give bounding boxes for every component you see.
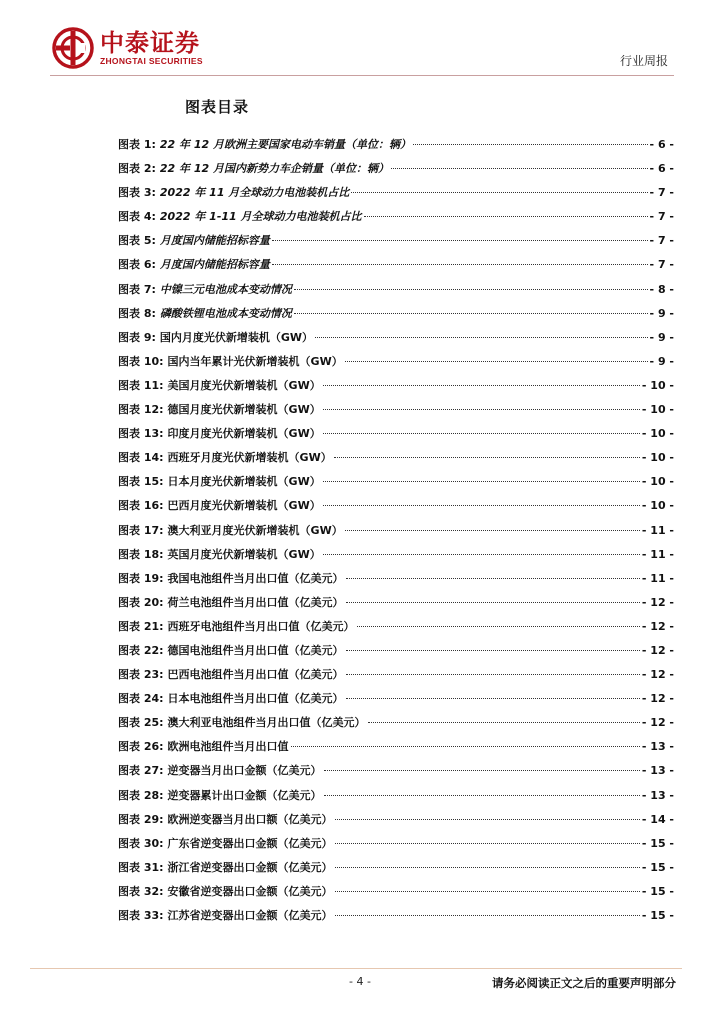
toc-entry[interactable] <box>118 666 674 690</box>
toc-entry-page: - 15 - <box>641 836 674 850</box>
toc-dot-leader <box>368 722 640 723</box>
toc-entry-title: 日本电池组件当月出口值（亿美元） <box>167 692 344 706</box>
toc-entry-title: 德国电池组件当月出口值（亿美元） <box>167 643 344 657</box>
toc-dot-leader <box>335 819 640 820</box>
toc-entry-title: 2022 年 11 月全球动力电池装机占比 <box>159 186 350 200</box>
toc-entry-page: - 10 - <box>641 378 674 392</box>
toc-entry[interactable] <box>118 787 674 811</box>
toc-entry[interactable] <box>118 594 674 618</box>
toc-entry-page: - 10 - <box>641 475 674 489</box>
toc-entry-label: 图表 32: <box>118 884 164 898</box>
toc-entry-label: 图表 13: <box>118 427 164 441</box>
toc-entry[interactable] <box>118 401 674 425</box>
toc-dot-leader <box>346 674 640 675</box>
toc-entry-page: - 13 - <box>641 740 674 754</box>
toc-entry[interactable] <box>118 835 674 859</box>
toc-entry-title: 22 年 12 月国内新势力车企销量（单位：辆） <box>159 162 389 176</box>
toc-entry-label: 图表 28: <box>118 788 164 802</box>
toc-entry-title: 浙江省逆变器出口金额（亿美元） <box>167 860 333 874</box>
toc-entry-label: 图表 6: <box>118 258 156 272</box>
toc-entry-label: 图表 14: <box>118 451 164 465</box>
toc-entry-label: 图表 33: <box>118 909 164 922</box>
toc-entry-label: 图表 18: <box>118 547 164 561</box>
toc-entry-page: - 12 - <box>641 643 674 657</box>
toc-entry[interactable] <box>118 618 674 642</box>
toc-entry-label: 图表 10: <box>118 354 164 368</box>
toc-dot-leader <box>324 795 640 796</box>
toc-entry-title: 英国月度光伏新增装机（GW） <box>167 547 321 561</box>
toc-dot-leader <box>335 867 640 868</box>
toc-entry[interactable] <box>118 329 674 353</box>
toc-entry[interactable] <box>118 184 674 208</box>
toc-dot-leader <box>357 626 640 627</box>
company-logo <box>52 26 222 70</box>
toc-entry[interactable] <box>118 377 674 401</box>
toc-entry-page: - 6 - <box>649 162 674 176</box>
toc-entry-title: 西班牙电池组件当月出口值（亿美元） <box>167 619 355 633</box>
toc-entry-title: 逆变器累计出口金额（亿美元） <box>167 788 322 802</box>
toc-entry-label: 图表 11: <box>118 378 164 392</box>
toc-dot-leader <box>323 409 640 410</box>
toc-entry-title: 欧洲逆变器当月出口额（亿美元） <box>167 812 333 826</box>
toc-entry[interactable] <box>118 907 674 931</box>
toc-dot-leader <box>351 192 647 193</box>
toc-entry[interactable] <box>118 208 674 232</box>
header-divider <box>50 75 674 76</box>
toc-dot-leader <box>335 891 640 892</box>
toc-entry[interactable] <box>118 160 674 184</box>
toc-entry-label: 图表 26: <box>118 740 164 754</box>
toc-dot-leader <box>323 505 640 506</box>
toc-dot-leader <box>323 554 640 555</box>
toc-dot-leader <box>323 481 640 482</box>
toc-entry-page: - 12 - <box>641 692 674 706</box>
report-type-label: 行业周报 <box>619 54 668 68</box>
logo-english-name: ZHONGTAI SECURITIES <box>100 55 203 66</box>
toc-entry-label: 图表 17: <box>118 523 164 537</box>
toc-dot-leader <box>291 746 640 747</box>
toc-entry-title: 国内月度光伏新增装机（GW） <box>159 330 314 344</box>
toc-entry-title: 安徽省逆变器出口金额（亿美元） <box>167 884 333 898</box>
toc-entry-page: - 12 - <box>641 619 674 633</box>
toc-entry-page: - 15 - <box>641 909 674 922</box>
toc-dot-leader <box>364 216 648 217</box>
toc-entry-label: 图表 5: <box>118 234 156 248</box>
toc-entry[interactable] <box>118 546 674 570</box>
toc-entry-title: 逆变器当月出口金额（亿美元） <box>167 764 322 778</box>
toc-entry-title: 西班牙月度光伏新增装机（GW） <box>167 451 332 465</box>
toc-entry-page: - 12 - <box>641 668 674 682</box>
toc-entry-page: - 15 - <box>641 884 674 898</box>
toc-dot-leader <box>272 240 648 241</box>
toc-dot-leader <box>335 843 640 844</box>
toc-entry-title: 国内当年累计光伏新增装机（GW） <box>167 354 343 368</box>
toc-entry-title: 欧洲电池组件当月出口值 <box>167 740 289 754</box>
toc-entry-page: - 13 - <box>641 764 674 778</box>
toc-entry-page: - 9 - <box>649 330 674 344</box>
toc-entry-title: 巴西电池组件当月出口值（亿美元） <box>167 668 344 682</box>
toc-entry[interactable] <box>118 738 674 762</box>
toc-dot-leader <box>345 361 648 362</box>
toc-entry-title: 德国月度光伏新增装机（GW） <box>167 403 321 417</box>
toc-dot-leader <box>345 530 640 531</box>
toc-dot-leader <box>391 168 648 169</box>
zhongtai-logo-icon <box>52 27 94 69</box>
page-number: - 4 - <box>349 975 371 988</box>
toc-entry-title: 澳大利亚月度光伏新增装机（GW） <box>167 523 343 537</box>
toc-entry-label: 图表 25: <box>118 716 164 730</box>
toc-entry-page: - 8 - <box>649 282 674 296</box>
toc-dot-leader <box>294 289 648 290</box>
toc-entry-page: - 11 - <box>641 547 674 561</box>
toc-entry-label: 图表 12: <box>118 403 164 417</box>
footer-divider <box>30 968 682 969</box>
toc-entry-page: - 13 - <box>641 788 674 802</box>
toc-dot-leader <box>413 144 648 145</box>
toc-entry-title: 澳大利亚电池组件当月出口值（亿美元） <box>167 716 366 730</box>
toc-entry[interactable] <box>118 642 674 666</box>
toc-entry[interactable] <box>118 762 674 786</box>
toc-entry-label: 图表 30: <box>118 836 164 850</box>
toc-entry[interactable] <box>118 473 674 497</box>
toc-entry-page: - 7 - <box>649 234 674 248</box>
toc-entry[interactable] <box>118 136 674 160</box>
toc-dot-leader <box>346 602 640 603</box>
toc-heading: 图表目录 <box>185 98 250 116</box>
toc-entry-page: - 6 - <box>649 138 674 151</box>
toc-dot-leader <box>272 264 648 265</box>
toc-entry-page: - 12 - <box>641 716 674 730</box>
toc-entry-page: - 10 - <box>641 427 674 441</box>
logo-chinese-name: 中泰证券 <box>100 28 200 57</box>
toc-entry-label: 图表 15: <box>118 475 164 489</box>
toc-entry-label: 图表 31: <box>118 860 164 874</box>
toc-entry[interactable] <box>118 859 674 883</box>
toc-entry-label: 图表 2: <box>118 162 156 176</box>
toc-entry-title: 广东省逆变器出口金额（亿美元） <box>167 836 333 850</box>
toc-entry[interactable] <box>118 522 674 546</box>
toc-entry-page: - 15 - <box>641 860 674 874</box>
toc-entry-page: - 14 - <box>641 812 674 826</box>
toc-dot-leader <box>346 578 640 579</box>
toc-entry-label: 图表 9: <box>118 330 156 344</box>
toc-dot-leader <box>294 313 648 314</box>
toc-entry-title: 月度国内储能招标容量 <box>159 258 270 272</box>
toc-dot-leader <box>323 385 640 386</box>
toc-entry-title: 美国月度光伏新增装机（GW） <box>167 378 321 392</box>
toc-entry-title: 我国电池组件当月出口值（亿美元） <box>167 571 344 585</box>
toc-entry-label: 图表 20: <box>118 595 164 609</box>
toc-entry[interactable] <box>118 353 674 377</box>
toc-entry-title: 江苏省逆变器出口金额（亿美元） <box>167 909 333 922</box>
toc-entry[interactable] <box>118 497 674 521</box>
toc-entry-page: - 12 - <box>641 595 674 609</box>
toc-entry[interactable] <box>118 305 674 329</box>
toc-entry-title: 磷酸铁锂电池成本变动情况 <box>159 306 292 320</box>
toc-entry-label: 图表 22: <box>118 643 164 657</box>
toc-entry-page: - 10 - <box>641 451 674 465</box>
toc-entry-title: 印度月度光伏新增装机（GW） <box>167 427 321 441</box>
toc-entry-title: 中镍三元电池成本变动情况 <box>159 282 292 296</box>
disclaimer-notice: 请务必阅读正文之后的重要声明部分 <box>492 976 676 990</box>
toc-entry-label: 图表 16: <box>118 499 164 513</box>
toc-entry[interactable] <box>118 714 674 738</box>
toc-entry-title: 日本月度光伏新增装机（GW） <box>167 475 321 489</box>
toc-entry[interactable] <box>118 449 674 473</box>
toc-entry-page: - 9 - <box>649 306 674 320</box>
table-of-figures <box>118 136 674 931</box>
toc-entry-label: 图表 19: <box>118 571 164 585</box>
toc-entry[interactable] <box>118 883 674 907</box>
toc-dot-leader <box>324 770 640 771</box>
toc-entry-title: 2022 年 1-11 月全球动力电池装机占比 <box>159 210 362 224</box>
toc-entry-page: - 7 - <box>649 258 674 272</box>
toc-dot-leader <box>323 433 640 434</box>
toc-entry-page: - 7 - <box>649 186 674 200</box>
toc-entry-title: 月度国内储能招标容量 <box>159 234 270 248</box>
toc-entry-label: 图表 27: <box>118 764 164 778</box>
toc-entry-page: - 7 - <box>649 210 674 224</box>
toc-entry-page: - 10 - <box>641 403 674 417</box>
toc-entry[interactable] <box>118 690 674 714</box>
toc-entry-page: - 9 - <box>649 354 674 368</box>
toc-dot-leader <box>335 915 640 916</box>
toc-entry[interactable] <box>118 281 674 305</box>
toc-entry-page: - 10 - <box>641 499 674 513</box>
toc-entry-label: 图表 7: <box>118 282 156 296</box>
toc-entry-label: 图表 23: <box>118 668 164 682</box>
toc-entry-label: 图表 24: <box>118 692 164 706</box>
page-header <box>0 0 724 80</box>
toc-entry-title: 荷兰电池组件当月出口值（亿美元） <box>167 595 344 609</box>
toc-entry-title: 22 年 12 月欧洲主要国家电动车销量（单位：辆） <box>159 138 411 151</box>
toc-entry[interactable] <box>118 811 674 835</box>
toc-entry-label: 图表 8: <box>118 306 156 320</box>
toc-entry-label: 图表 3: <box>118 186 156 200</box>
toc-entry-page: - 11 - <box>641 571 674 585</box>
toc-entry-label: 图表 29: <box>118 812 164 826</box>
toc-dot-leader <box>346 698 640 699</box>
toc-entry-label: 图表 1: <box>118 138 156 151</box>
toc-entry[interactable] <box>118 570 674 594</box>
toc-entry-title: 巴西月度光伏新增装机（GW） <box>167 499 321 513</box>
toc-dot-leader <box>346 650 640 651</box>
toc-entry[interactable] <box>118 425 674 449</box>
toc-entry-page: - 11 - <box>641 523 674 537</box>
toc-dot-leader <box>315 337 647 338</box>
toc-dot-leader <box>334 457 640 458</box>
toc-entry-label: 图表 4: <box>118 210 156 224</box>
toc-entry[interactable] <box>118 256 674 280</box>
toc-entry[interactable] <box>118 232 674 256</box>
toc-entry-label: 图表 21: <box>118 619 164 633</box>
